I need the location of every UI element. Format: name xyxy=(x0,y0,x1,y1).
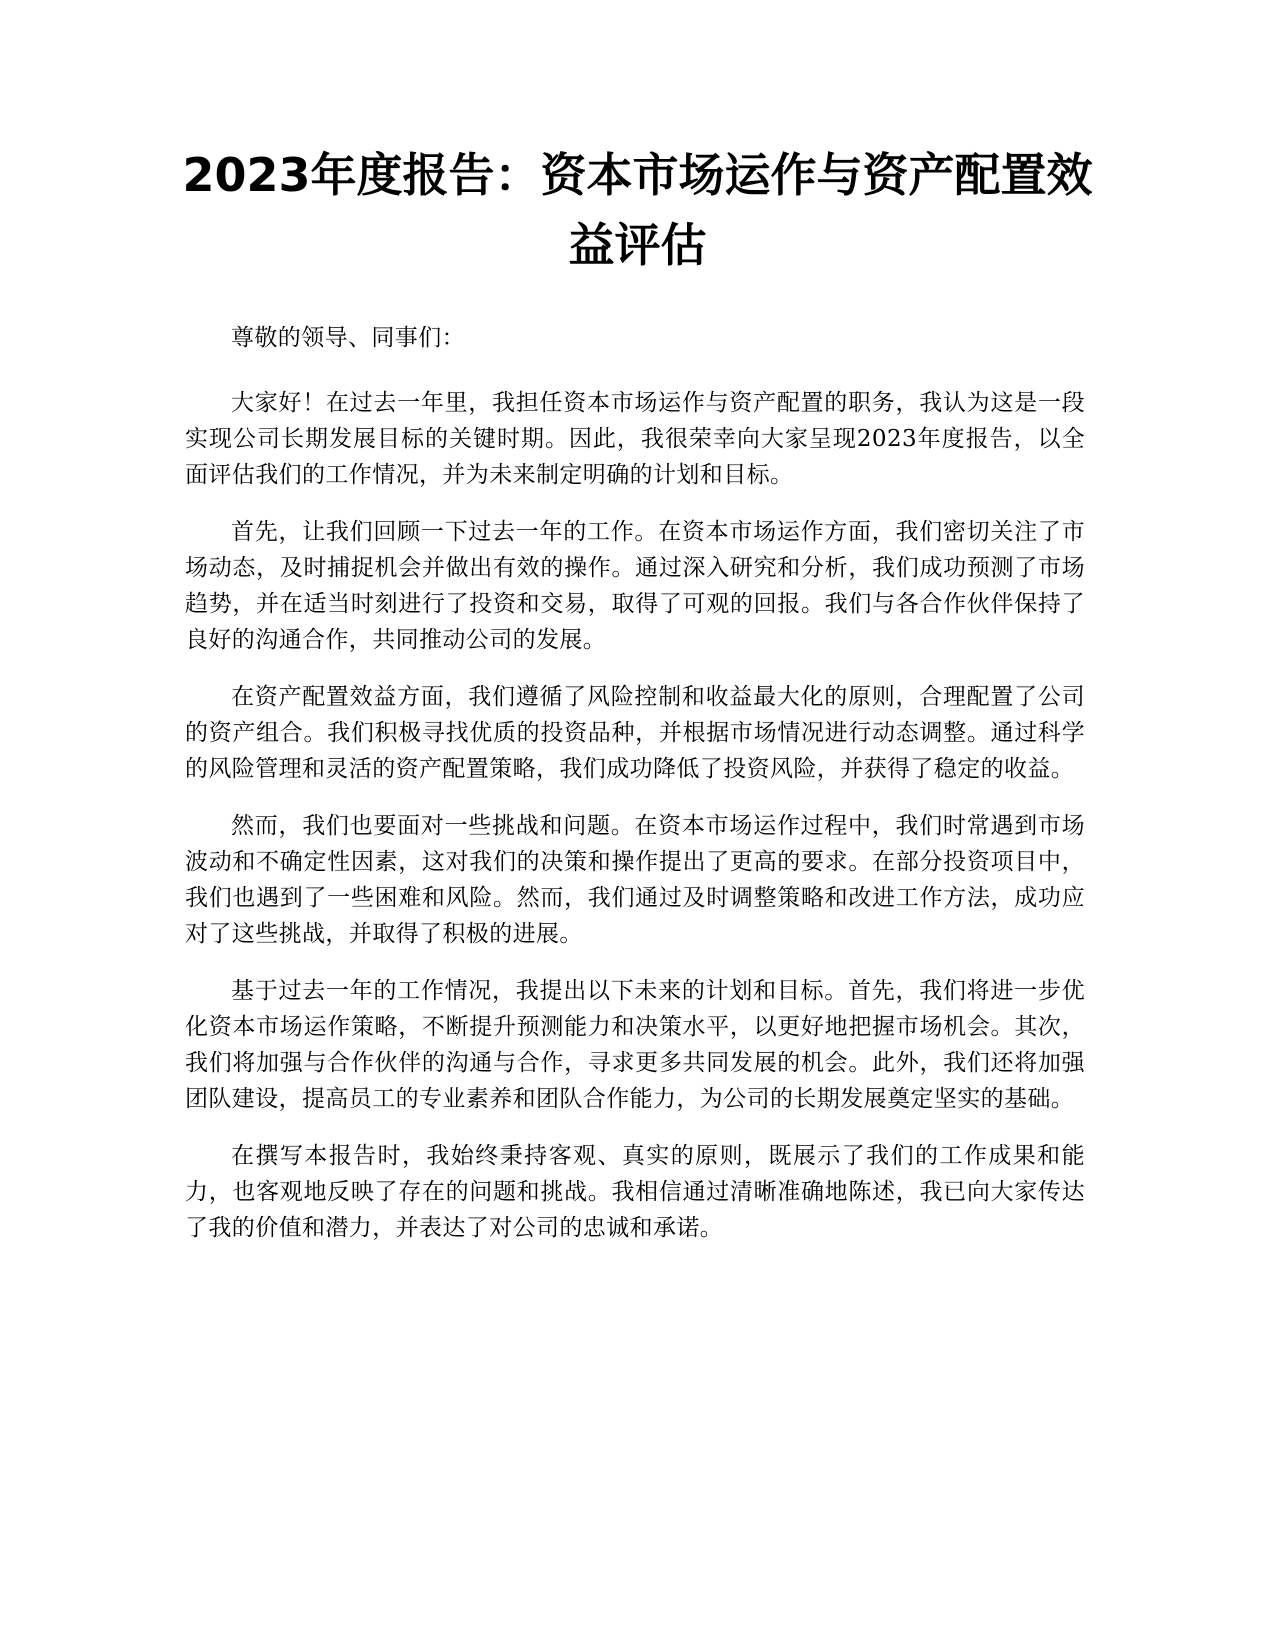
paragraph-1: 大家好！在过去一年里，我担任资本市场运作与资产配置的职务，我认为这是一段实现公司长期发展目标的关键时期。因此，我很荣幸向大家呈现2023年度报告，以全面评估我们的工作情况，并为未来制定明确的计划和目标。 xyxy=(185,390,1085,488)
paragraph-4: 然而，我们也要面对一些挑战和问题。在资本市场运作过程中，我们时常遇到市场波动和不确定性因素，这对我们的决策和操作提出了更高的要求。在部分投资项目中，我们也遇到了一些困难和风险。然而，我们通过及时调整策略和改进工作方法，成功应对了这些挑战，并取得了积极的进展。 xyxy=(185,813,1085,947)
paragraph-6: 在撰写本报告时，我始终秉持客观、真实的原则，既展示了我们的工作成果和能力，也客观地反映了存在的问题和挑战。我相信通过清晰准确地陈述，我已向大家传达了我的价值和潜力，并表达了对公司的忠诚和承诺。 xyxy=(185,1143,1085,1241)
document-title: 2023年度报告：资本市场运作与资产配置效益评估 xyxy=(182,148,1093,272)
salutation: 尊敬的领导、同事们： xyxy=(231,325,465,351)
paragraph-5: 基于过去一年的工作情况，我提出以下未来的计划和目标。首先，我们将进一步优化资本市场运作策略，不断提升预测能力和决策水平，以更好地把握市场机会。其次，我们将加强与合作伙伴的沟通与合作，寻求更多共同发展的机会。此外，我们还将加强团队建设，提高员工的专业素养和团队合作能力，为公司的长期发展奠定坚实的基础。 xyxy=(185,978,1085,1112)
document-body xyxy=(185,320,1085,1267)
paragraph-3: 在资产配置效益方面，我们遵循了风险控制和收益最大化的原则，合理配置了公司的资产组合。我们积极寻找优质的投资品种，并根据市场情况进行动态调整。通过科学的风险管理和灵活的资产配置策略，我们成功降低了投资风险，并获得了稳定的收益。 xyxy=(185,684,1085,782)
paragraph-2: 首先，让我们回顾一下过去一年的工作。在资本市场运作方面，我们密切关注了市场动态，及时捕捉机会并做出有效的操作。通过深入研究和分析，我们成功预测了市场趋势，并在适当时刻进行了投资和交易，取得了可观的回报。我们与各合作伙伴保持了良好的沟通合作，共同推动公司的发展。 xyxy=(185,519,1085,653)
